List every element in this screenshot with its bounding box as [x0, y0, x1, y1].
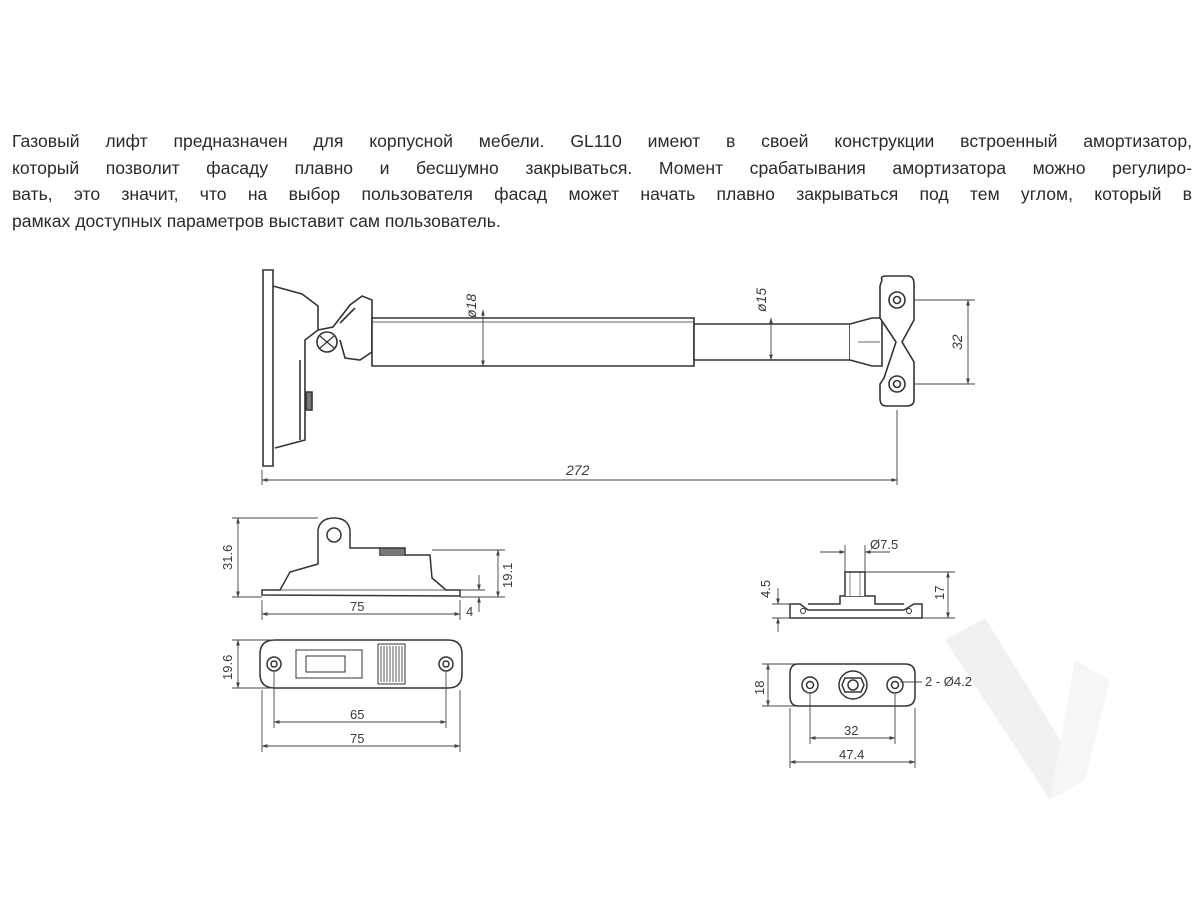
dim-pin-top-height: 18 [752, 680, 767, 695]
dim-total-length: 272 [566, 462, 590, 478]
dim-base-width: 75 [350, 599, 365, 614]
description-line-4: рамках доступных параметров выставит сам пользователь. [12, 210, 501, 231]
dim-base-top-height: 19.6 [220, 654, 235, 680]
dim-pin-total-height: 17 [932, 585, 947, 600]
dim-rod-diameter: ø15 [753, 287, 769, 312]
description-line-2: который позволит фасаду плавно и бесшумно закрываться. Момент срабатывания амортизатора можно регулиро- [12, 157, 1192, 178]
dim-base-top-width: 75 [350, 731, 365, 746]
description-line-3: вать, это значит, что на выбор пользователя фасад может начать плавно закрываться под тем углом, который в [12, 184, 1192, 204]
dim-bracket-holes: 32 [949, 334, 965, 350]
dim-base-thickness: 4 [466, 604, 474, 619]
description-line-1: Газовый лифт предназначен для корпусной мебели. GL110 имеют в своей конструкции встроенный амортизатор, [12, 131, 1192, 151]
pin-top-view [790, 664, 915, 706]
dim-pin-base-thickness: 4.5 [758, 579, 773, 598]
dim-base-height: 31.6 [220, 544, 235, 570]
dim-base-holes-spacing: 65 [350, 707, 365, 722]
dim-base-inner-height: 19.1 [500, 562, 515, 588]
base-top-view [260, 640, 462, 688]
dim-pin-holes: 2 - Ø4.2 [925, 674, 972, 689]
base-side-view [262, 518, 460, 596]
watermark-logo [945, 618, 1110, 800]
dim-pin-top-width: 47.4 [839, 747, 865, 762]
dim-pin-holes-spacing: 32 [844, 723, 859, 738]
pin-side-view [790, 572, 922, 618]
dim-cylinder-diameter: ø18 [463, 293, 479, 318]
gas-lift-main-view [263, 270, 914, 466]
dim-pin-diameter: Ø7.5 [870, 537, 899, 552]
